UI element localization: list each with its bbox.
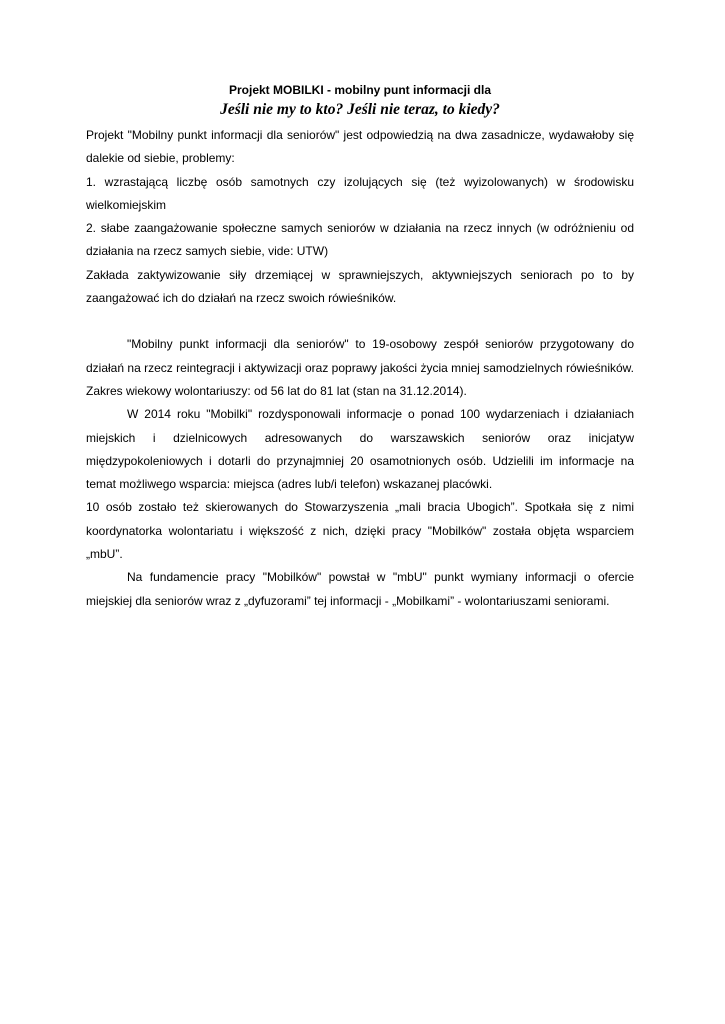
paragraph-referrals: 10 osób zostało też skierowanych do Stowarzyszenia „mali bracia Ubogich”. Spotkała się z nimi koordynatorka wolontariatu i większość z nich, dzięki pracy "Mobilków" została objęta wsparciem „mbU”. [86, 500, 634, 562]
paragraph-problem-1: 1. wzrastającą liczbę osób samotnych czy izolujących się (też wyizolowanych) w środowisku wielkomiejskim [86, 174, 634, 212]
paragraph-2014-results: W 2014 roku "Mobilki" rozdysponowali informacje o ponad 100 wydarzeniach i działaniach miejskich i dzielnicowych adresowanych do warszawskich seniorów oraz inicjatyw międzypokoleniowych i dotarli do przynajmniej 20 osamotnionych osób. Udzielili im informacje na temat możliwego wsparcia: miejsca (adres lub/i telefon) wskazanej placówki. [86, 407, 634, 492]
paragraph-intro: Projekt "Mobilny punkt informacji dla seniorów" jest odpowiedzią na dwa zasadnicze, wydawałoby się dalekie od siebie, problemy: [86, 128, 634, 166]
paragraph-team: "Mobilny punkt informacji dla seniorów" to 19-osobowy zespół seniorów przygotowany do działań na rzecz reintegracji i aktywizacji oraz poprawy jakości życia mniej samodzielnych rówieśników. Zakres wiekowy wolontariuszy: od 56 lat do 81 lat (stan na 31.12.2014). [86, 337, 634, 398]
document-subtitle: Jeśli nie my to kto? Jeśli nie teraz, to kiedy? [220, 101, 500, 118]
paragraph-problem-2: 2. słabe zaangażowanie społeczne samych seniorów w działania na rzecz innych (w odróżnieniu od działania na rzecz samych siebie, vide: UTW) [86, 221, 634, 259]
document-title: Projekt MOBILKI - mobilny punt informacji dla [228, 83, 491, 97]
paragraph-gap [86, 310, 634, 333]
document-page [86, 82, 634, 613]
paragraph-goal: Zakłada zaktywizowanie siły drzemiącej w sprawniejszych, aktywniejszych seniorach po to by zaangażować ich do działań na rzecz swoich rówieśników. [86, 267, 634, 306]
paragraph-foundation: Na fundamencie pracy "Mobilków" powstał w "mbU" punkt wymiany informacji o ofercie miejskiej dla seniorów wraz z „dyfuzorami” tej informacji - „Mobilkami” - wolontariuszami seniorami. [86, 570, 634, 608]
